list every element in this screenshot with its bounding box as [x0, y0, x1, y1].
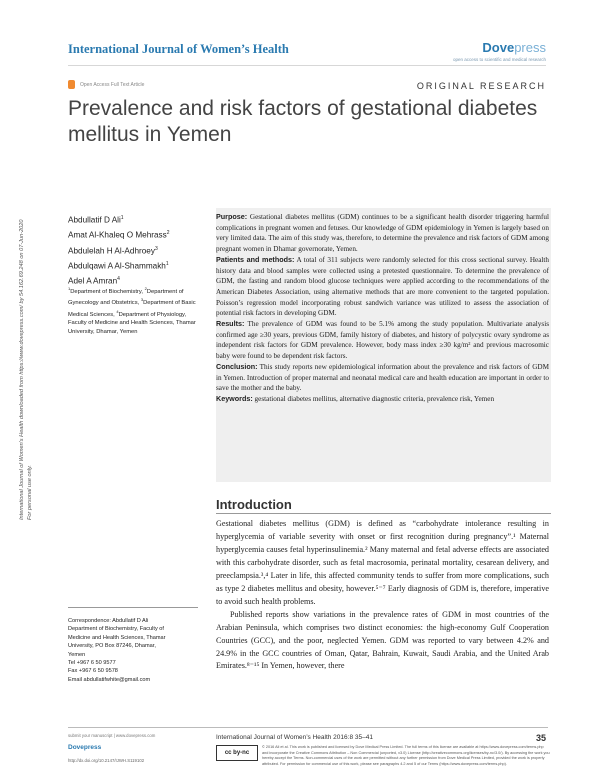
page-number: 35	[535, 733, 546, 743]
correspondence: Correspondence: Abdullatif D Ali Department of Biochemistry, Faculty of Medicine and Health Sciences, Thamar University, PO Box 87246, Dhamar, Yemen Tel +967 6 50 9577 Fax +967 6 50 9578 Email abdullatifwhite@gmail.com	[68, 617, 208, 684]
publisher-sub: press	[514, 40, 546, 55]
open-access-badge	[68, 80, 144, 89]
results-label: Results:	[216, 319, 245, 329]
download-notice	[18, 219, 34, 520]
intro-paragraph: Gestational diabetes mellitus (GDM) is defined as “carbohydrate intolerance resulting in hyperglycemia of variable severity with onset or first recognition during pregnancy”.¹ Maternal hyperglycemia causes fetal hyperinsulinemia.² Many maternal and fetal adverse effects are associated with this carbohydrate disorder, such as fetal macrosomia, perinatal mortality, cesarean delivery, and preeclampsia.³,⁴ Later in life, this affected community tends to suffer from more complications, such as type 2 diabetes mellitus and obesity, however.⁵⁻⁷ Early diagnosis of GDM is, therefore, imperative to avoid such health problems.	[216, 519, 549, 606]
purpose-label: Purpose:	[216, 212, 248, 221]
cc-license-icon: cc by-nc	[216, 745, 258, 761]
author-list	[68, 212, 208, 289]
correspondence-label: Correspondence: Abdullatif D Ali	[68, 618, 149, 624]
keywords-label: Keywords:	[216, 393, 253, 403]
introduction-body	[216, 518, 549, 673]
correspondence-email[interactable]: Email abdullatifwhite@gmail.com	[68, 676, 151, 683]
introduction-heading: Introduction	[216, 497, 292, 512]
publisher-logo	[482, 40, 546, 55]
personal-use-line: For personal use only.	[27, 465, 33, 520]
submit-link[interactable]: submit your manuscript | www.dovepress.com	[68, 733, 156, 738]
open-access-label: Open Access Full Text Article	[80, 81, 145, 88]
publisher-tagline: open access to scientific and medical research	[452, 57, 546, 62]
affiliations: $^1$Department of Biochemistry, $^2$Department of Gynecology and Obstetrics, $^3$Department of Basic Medical Sciences, $^4$Department of Physiology, Faculty of Medicine and Health Sciences, Thamar University, Dhamar, Yemen	[68, 286, 196, 335]
download-notice-line: International Journal of Women's Health downloaded from https://www.dovepress.com/ by 54.162.69.248 on 07-Jun-2020	[19, 219, 25, 520]
abstract-text: Purpose: Gestational diabetes mellitus (GDM) continues to be a significant health disorder triggering harmful complications in pregnant women and fetuses. Our knowledge of GDM epidemiology in Yemen is largely based on very limited data. The aim of this study was, therefore, to determine the prevalence and risk factors of GDM among pregnant women in Dhamar governorate, Yemen. Patients and methods: A total of 311 subjects were randomly selected for this cross sectional survey. Health history data and blood samples were collected using a pretested questionnaire. To determine the prevalence of GDM, the fasting and random blood glucose techniques were applied according to the recommendations of the American Diabetes Association, using alternative methods that are more convenient to the targeted population. Poisson’s regression model incorporating robust sandwich variance was utilized to assess the association of potential risk factors in developing GDM. Results: The prevalence of GDM was found to be 5.1% among the study population. Multivariate analysis confirmed age ≥30 years, previous GDM, family history of diabetes, and history of polycystic ovary syndrome as independent risk factors for GDM prevalence. However, body mass index ≥30 kg/m² and previous macrosomic baby were found to be dependent risk factors. Conclusion: This study reports new epidemiological information about the prevalence and risk factors of GDM in Yemen. Introduction of proper maternal and neonatal medical care and health education are important in order to save the mother and the baby. Keywords: gestational diabetes mellitus, alternative diagnostic criteria, prevalence risk, Yemen	[216, 212, 550, 403]
article-title: Prevalence and risk factors of gestational diabetes mellitus in Yemen	[68, 97, 538, 146]
license-text: © 2016 Ali et al. This work is published and licensed by Dove Medical Press Limited. The full terms of this license are available at https://www.dovepress.com/terms.php and incorporate the Creative Commons Attribution – Non Commercial (unported, v3.0) License (http://creativecommons.org/licenses/by-nc/3.0/). By accessing the work you hereby accept the Terms. Non-commercial uses of the work are permitted without any further permission from Dove Medical Press Limited, provided the work is properly attributed. For permission for commercial use of this work, please see paragraphs 4.2 and 5 of our Terms (https://www.dovepress.com/terms.php).	[262, 745, 550, 766]
article-type: ORIGINAL RESEARCH	[416, 81, 546, 91]
introduction-divider	[216, 513, 551, 514]
footer-citation: International Journal of Women’s Health 2016:8 35–41	[216, 734, 373, 741]
intro-paragraph: Published reports show variations in the prevalence rates of GDM in most countries of the Arabian Peninsula, which comprises two distinct economies: the high-economy Gulf Cooperation Countries (GCC), and the poor, neglected Yemen. GDM was reported to vary between 4.2% and 24.9% in the GCC countries of Oman, Qatar, Bahrain, Kuwait, Saudi Arabia, and the United Arab Emirates.⁸⁻¹⁵ In Yemen, however, there	[216, 609, 549, 671]
correspondence-divider	[68, 607, 198, 608]
journal-name: International Journal of Women’s Health	[68, 42, 289, 56]
author: Amat Al-Khaleq O Mehrass$^2$	[68, 230, 170, 241]
open-access-icon	[68, 80, 75, 89]
author: Abdulelah H Al-Adhroey$^3$	[68, 245, 158, 256]
author: Adel A Amran$^4$	[68, 276, 120, 287]
author: Abdulqawi A Al-Shammakh$^1$	[68, 260, 169, 271]
conclusion-label: Conclusion:	[216, 361, 258, 371]
methods-label: Patients and methods:	[216, 254, 295, 264]
footer-divider	[68, 727, 548, 728]
header-divider	[68, 65, 546, 66]
author: Abdullatif D Ali$^1$	[68, 215, 124, 225]
publisher-main: Dove	[482, 40, 515, 55]
doi-link[interactable]: http://dx.doi.org/10.2147/IJWH.S119102	[68, 758, 145, 763]
footer-publisher: Dovepress	[68, 744, 102, 751]
